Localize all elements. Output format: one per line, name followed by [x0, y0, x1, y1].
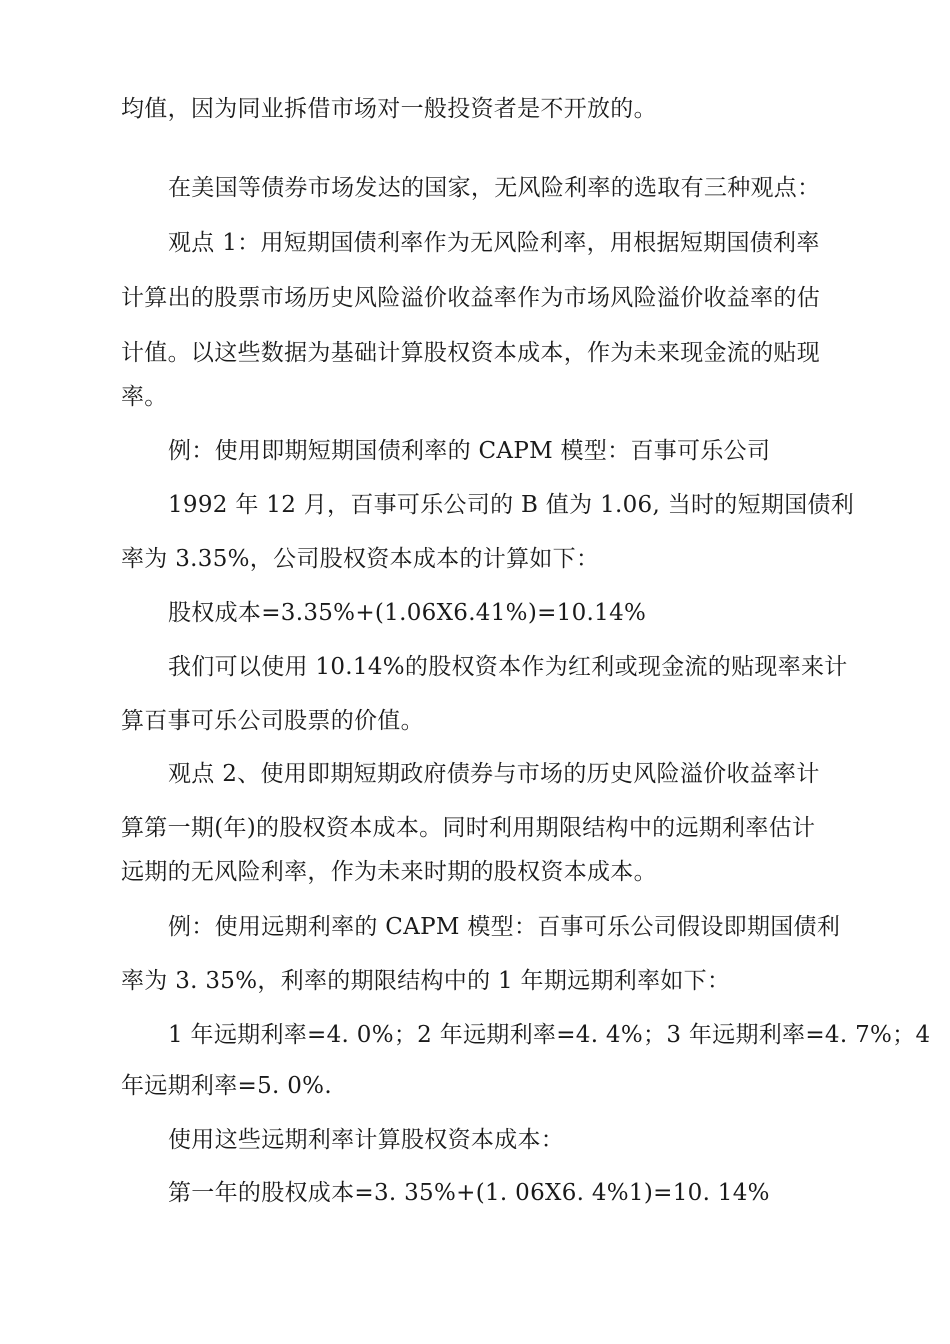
text-line: 年远期利率=5. 0%.: [121, 1073, 332, 1099]
text-line: 计值。以这些数据为基础计算股权资本成本，作为未来现金流的贴现: [121, 340, 820, 366]
text-line: 观点 2、使用即期短期政府债券与市场的历史风险溢价收益率计: [168, 761, 820, 787]
text-line: 在美国等债券市场发达的国家，无风险利率的选取有三种观点：: [168, 175, 821, 201]
text-line: 算百事可乐公司股票的价值。: [121, 708, 424, 734]
text-line: 观点 1：用短期国债利率作为无风险利率，用根据短期国债利率: [168, 230, 820, 256]
text-line: 计算出的股票市场历史风险溢价收益率作为市场风险溢价收益率的估: [121, 285, 820, 311]
text-line: 使用这些远期利率计算股权资本成本：: [168, 1127, 565, 1153]
text-line: 均值，因为同业拆借市场对一般投资者是不开放的。: [121, 96, 657, 122]
text-line: 率为 3.35%，公司股权资本成本的计算如下：: [121, 546, 600, 572]
text-line: 远期的无风险利率，作为未来时期的股权资本成本。: [121, 859, 657, 885]
formula-line: 第一年的股权成本=3. 35%+(1. 06X6. 4%1)=10. 14%: [168, 1180, 770, 1206]
text-line: 我们可以使用 10.14%的股权资本作为红利或现金流的贴现率来计: [168, 654, 848, 680]
text-line: 1992 年 12 月，百事可乐公司的 B 值为 1.06, 当时的短期国债利: [168, 492, 855, 518]
text-line: 例：使用即期短期国债利率的 CAPM 模型：百事可乐公司: [168, 438, 771, 464]
formula-line: 股权成本=3.35%+(1.06X6.41%)=10.14%: [168, 600, 647, 626]
text-line: 1 年远期利率=4. 0%；2 年远期利率=4. 4%；3 年远期利率=4. 7%；4: [168, 1022, 931, 1048]
text-line: 率。: [121, 384, 168, 410]
text-line: 例：使用远期利率的 CAPM 模型：百事可乐公司假设即期国债利: [168, 914, 841, 940]
text-line: 算第一期(年)的股权资本成本。同时利用期限结构中的远期利率估计: [121, 815, 816, 841]
text-line: 率为 3. 35%，利率的期限结构中的 1 年期远期利率如下：: [121, 968, 731, 994]
